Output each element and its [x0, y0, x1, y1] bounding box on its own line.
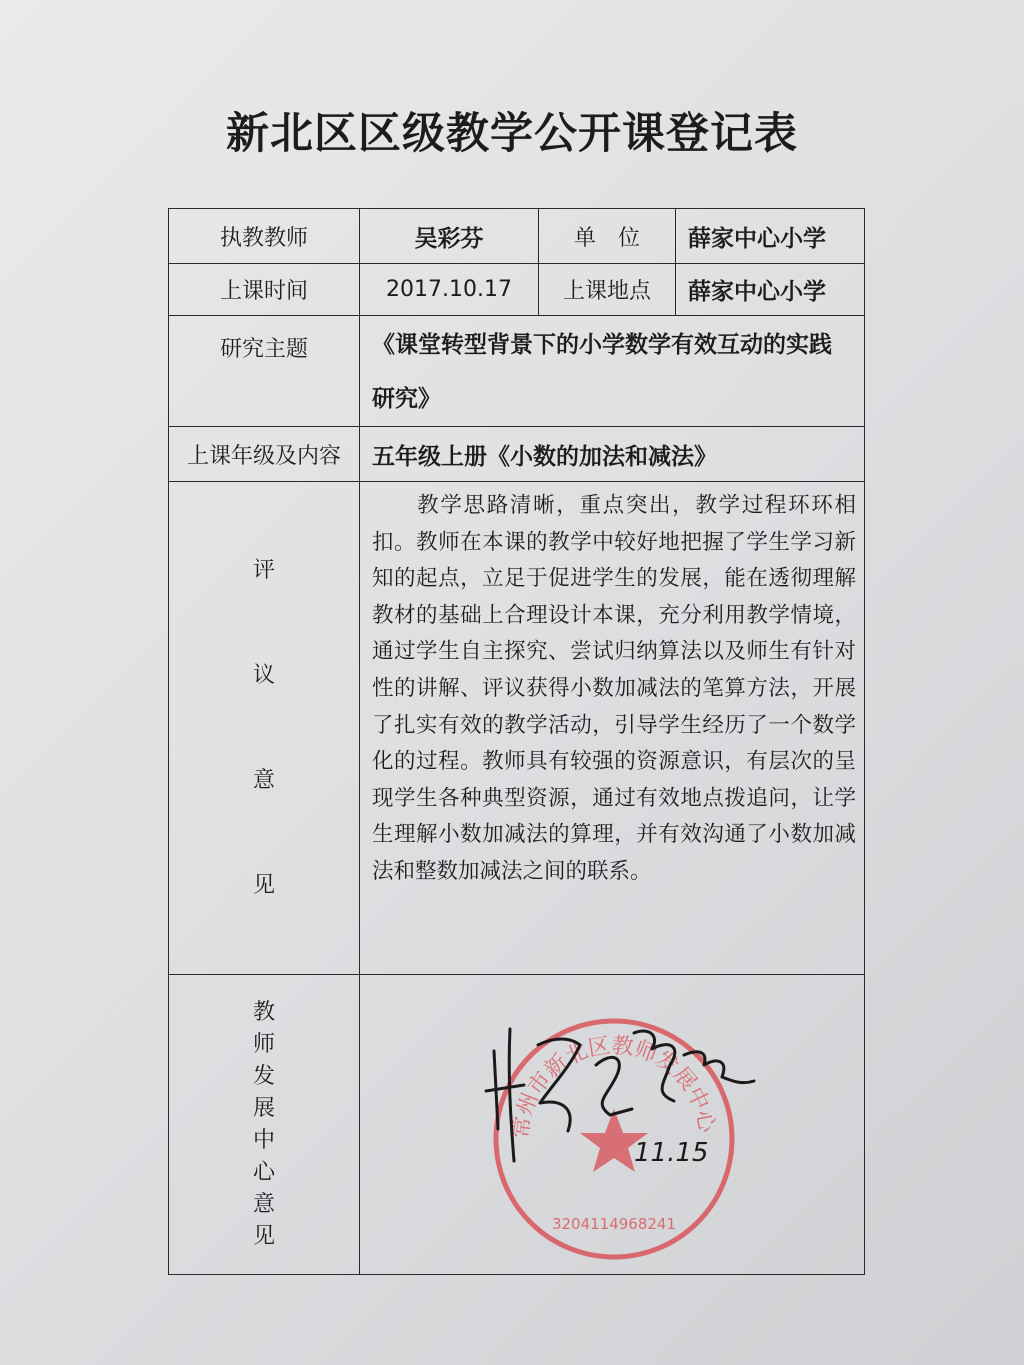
signature-stroke: [538, 1039, 580, 1131]
center-label-char: 中: [252, 1127, 275, 1153]
grade-label: 上课年级及内容: [169, 427, 360, 482]
grade-row: [169, 427, 865, 482]
seal-arc-text-path: 常州市新北区教师发展中心: [508, 1033, 720, 1140]
document-title: 新北区区级教学公开课登记表: [226, 109, 798, 159]
topic-label: 研究主题: [169, 316, 360, 427]
review-row: [169, 482, 865, 975]
signature-date: 11.15: [634, 1138, 709, 1168]
review-label-char: 见: [252, 873, 275, 898]
seal-code: 3204114968241: [551, 1215, 677, 1233]
center-opinion-row: [169, 975, 865, 1275]
signature-stroke: [684, 1052, 754, 1083]
teacher-value: 吴彩芬: [360, 209, 539, 264]
unit-label: 单 位: [539, 209, 676, 264]
signature-stroke: [596, 1057, 632, 1115]
review-label: [169, 482, 360, 975]
center-label-char: 心: [252, 1159, 275, 1185]
unit-value: 薛家中心小学: [676, 209, 865, 264]
review-label-char: 议: [252, 663, 275, 688]
center-label-char: 意: [252, 1191, 275, 1217]
signature-stroke: [486, 1085, 524, 1091]
review-label-char: 意: [252, 768, 275, 793]
grade-value: 五年级上册《小数的加法和减法》: [360, 427, 865, 482]
teacher-row: [169, 209, 865, 264]
center-label-char: 师: [252, 1031, 275, 1057]
center-opinion-content: [360, 975, 865, 1275]
signature-stroke: [634, 1031, 675, 1101]
place-label: 上课地点: [539, 264, 676, 316]
time-row: [169, 264, 865, 316]
center-label-char: 教: [252, 999, 275, 1025]
registration-form-table: [168, 208, 865, 1275]
place-value: 薛家中心小学: [676, 264, 865, 316]
topic-row: [169, 316, 865, 427]
topic-value: 《课堂转型背景下的小学数学有效互动的实践研究》: [360, 316, 865, 427]
review-text: 教学思路清晰，重点突出，教学过程环环相扣。教师在本课的教学中较好地把握了学生学习新知的起点，立足于促进学生的发展，能在透彻理解教材的基础上合理设计本课，充分利用教学情境，通过学生自主探究、尝试归纳算法以及师生有针对性的讲解、评议获得小数加减法的笔算方法，开展了扎实有效的教学活动，引导学生经历了一个数学化的过程。教师具有较强的资源意识，有层次的呈现学生各种典型资源，通过有效地点拨追问，让学生理解小数加减法的算理，并有效沟通了小数加减法和整数加减法之间的联系。: [360, 482, 865, 975]
time-value: 2017.10.17: [360, 264, 539, 316]
signature-stroke: [509, 1029, 514, 1161]
handwritten-signature: [484, 1011, 764, 1171]
review-label-char: 评: [252, 558, 275, 583]
teacher-label: 执教教师: [169, 209, 360, 264]
center-opinion-label: [169, 975, 360, 1275]
time-label: 上课时间: [169, 264, 360, 316]
center-label-char: 发: [252, 1063, 275, 1089]
center-label-char: 见: [252, 1223, 275, 1249]
center-label-char: 展: [252, 1095, 275, 1121]
